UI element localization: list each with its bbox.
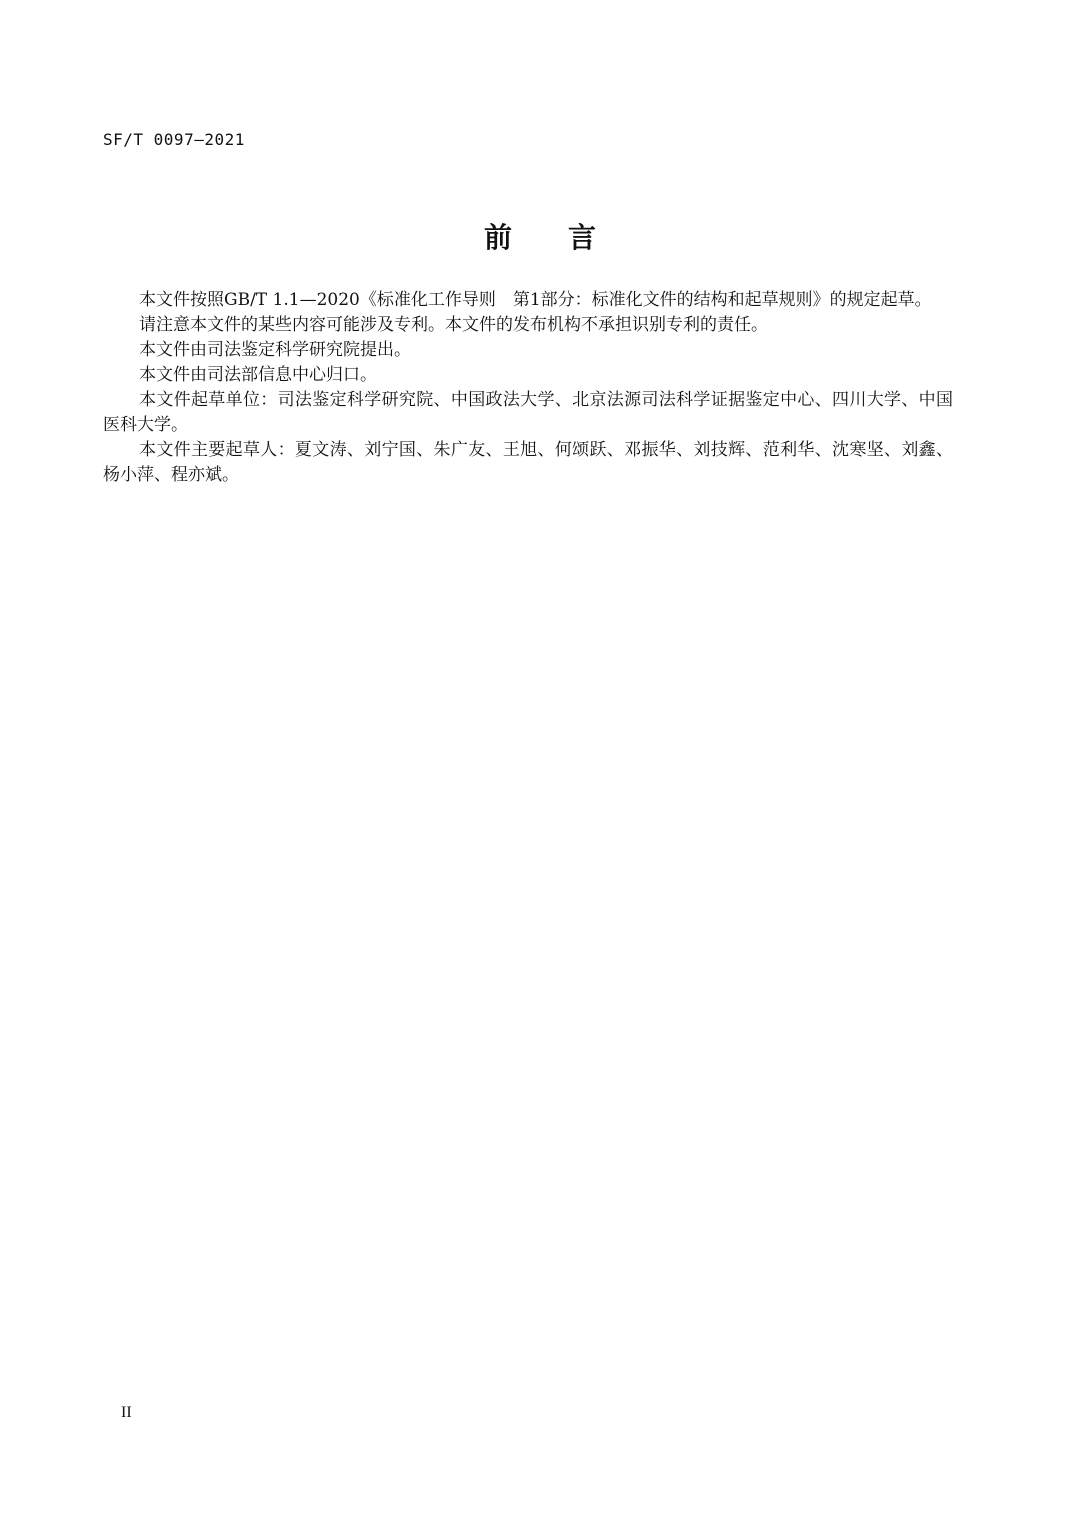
paragraph-drafters: 本文件主要起草人：夏文涛、刘宁国、朱广友、王旭、何颂跃、邓振华、刘技辉、范利华、沈寒坚、刘鑫、杨小萍、程亦斌。: [103, 440, 953, 485]
page-title: 前 言: [483, 221, 596, 254]
paragraph-patent-notice: 请注意本文件的某些内容可能涉及专利。本文件的发布机构不承担识别专利的责任。: [139, 315, 768, 335]
paragraph-drafting-units: 本文件起草单位：司法鉴定科学研究院、中国政法大学、北京法源司法科学证据鉴定中心、四川大学、中国医科大学。: [103, 390, 953, 435]
paragraph-drafting-rules: 本文件按照GB/T 1.1—2020《标准化工作导则 第1部分：标准化文件的结构和起草规则》的规定起草。: [139, 290, 932, 310]
paragraph-administrator: 本文件由司法部信息中心归口。: [139, 365, 377, 385]
paragraph-proposer: 本文件由司法鉴定科学研究院提出。: [139, 340, 411, 360]
page-number: II: [121, 1404, 132, 1421]
standard-code: SF/T 0097—2021: [103, 130, 245, 149]
foreword-body: [103, 288, 953, 488]
